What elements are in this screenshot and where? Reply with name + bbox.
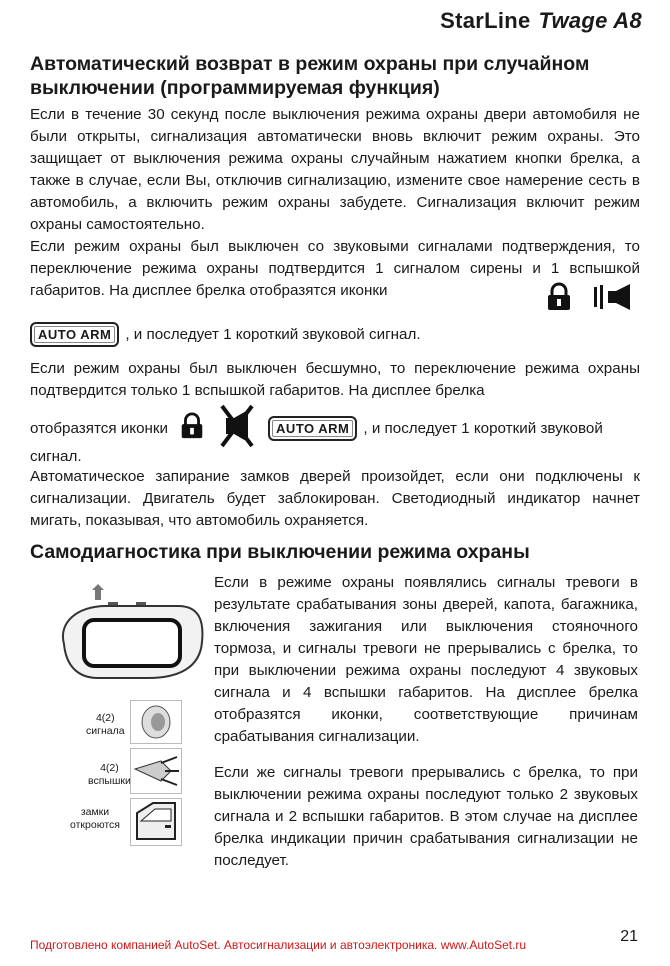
- section1-title: Автоматический возврат в режим охраны при случайном выключении (программируемая функция): [30, 53, 590, 99]
- paragraph-3-end: сигнал.: [30, 448, 82, 465]
- siren-icon: [594, 282, 636, 317]
- section1-paragraph-4: Автоматическое запирание замков дверей произойдет, если они подключены к сигнализации. Двигатель будет заблокирован. Светодиодный индикатор начнет мигать, показывая, что автомобиль охраняется.: [30, 468, 640, 529]
- horn-icon: [130, 700, 182, 744]
- autoarm-row: [30, 322, 640, 347]
- section2-paragraph-2: Если же сигналы тревоги прерывались с брелка, то при выключении режима охраны последуют только 2 звуковых сигнала и 2 вспышки габаритов. В этом случае на дисплее брелка индикации причин срабатывания сигнализации не последует.: [214, 764, 638, 869]
- lock-icon: [178, 411, 206, 445]
- label-locks: замки откроются: [70, 806, 120, 831]
- page-header: [440, 8, 642, 34]
- autoarm-icon: AUTO ARM: [30, 322, 119, 347]
- headlight-icon: [130, 748, 182, 794]
- siren-muted-icon: [220, 404, 254, 452]
- paragraph-3-mid: отобразятся иконки: [30, 419, 169, 437]
- paragraph-2-tail: , и последует 1 короткий звуковой сигнал.: [125, 326, 421, 343]
- section1-paragraph-3: Если режим охраны был выключен бесшумно, то переключение режима охраны подтвердится только 1 вспышкой габаритов. На дисплее брелка: [30, 360, 640, 399]
- page-number: 21: [620, 928, 638, 945]
- brand-name: StarLine: [440, 8, 531, 33]
- autoarm-icon: AUTO ARM: [268, 416, 357, 441]
- section2-paragraph-1: Если в режиме охраны появлялись сигналы тревоги в результате срабатывания зоны дверей, капота, багажника, включения зажигания или выключения стояночного тормоза, и сигналы тревоги не прерывались с брелка, то при выключении режима охраны последуют 4 звуковых сигнала и 4 вспышки габаритов. На дисплее брелка отобразятся иконки, соответствующие причинам срабатывания сигнализации.: [214, 574, 638, 745]
- section1-paragraph-2: [30, 236, 640, 299]
- key-fob-image: [58, 582, 208, 687]
- paragraph-3-tail: , и последует 1 короткий звуковой: [363, 419, 603, 437]
- p3-icons-row: [30, 404, 640, 452]
- door-icon: [130, 798, 182, 846]
- section2-title: Самодиагностика при выключении режима охраны: [30, 541, 530, 563]
- footer-credit: Подготовлено компанией AutoSet. Автосигнализации и автоэлектроника. www.AutoSet.ru: [30, 938, 527, 952]
- model-name: Twage A8: [538, 8, 642, 33]
- paragraph-2-text: Если режим охраны был выключен со звуковыми сигналами подтверждения, то переключение режима охраны подтвердится 1 сигналом сирены и 1 вспышкой габаритов. На дисплее брелка отобразятся иконки: [30, 238, 640, 299]
- section1-paragraph-1: Если в течение 30 секунд после выключения режима охраны двери автомобиля не были открыты, сигнализация автоматически вновь включит режим охраны. Это защищает от выключения режима охраны случайным нажатием кнопки брелка, а также в случае, если Вы, отключив сигнализацию, измените свое намерение сесть в автомобиль, а включить режим охраны забудете. Сигнализация включит режим охраны самостоятельно.: [30, 106, 640, 233]
- lock-icon: [544, 282, 574, 317]
- label-signals: 4(2) сигнала: [86, 712, 125, 737]
- label-flashes: 4(2) вспышки: [88, 762, 131, 787]
